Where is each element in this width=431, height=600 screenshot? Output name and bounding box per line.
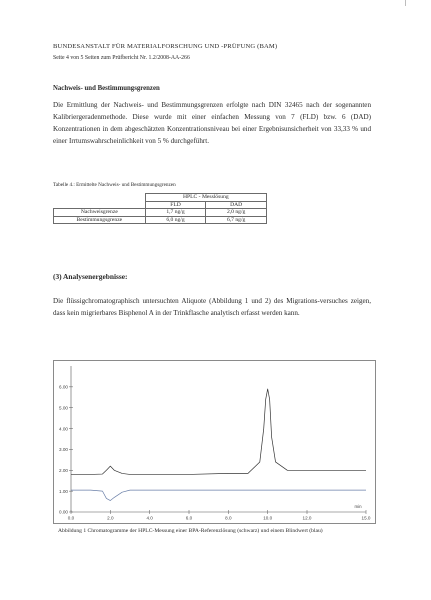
table-row-label: Nachweisgrenze	[54, 209, 146, 217]
y-tick-label: 5.00	[59, 405, 68, 411]
x-tick-label: 4.0	[146, 515, 153, 521]
table-cell: 6,7 ng/g	[206, 216, 267, 224]
header-institution: BUNDESANSTALT FÜR MATERIALFORSCHUNG UND -PRÜFUNG (BAM)	[53, 43, 278, 50]
limits-table	[53, 193, 267, 224]
section-title-limits: Nachweis- und Bestimmungsgrenzen	[53, 85, 160, 92]
y-tick-label: 2.00	[59, 467, 68, 473]
table-cell: 2,0 ng/g	[206, 209, 267, 217]
table-col-header: FLD	[145, 201, 206, 209]
page-edge-mark	[405, 0, 406, 6]
series-line-2	[71, 490, 366, 500]
figure-caption: Abbildung 1 Chromatogramme der HPLC-Messung einer BPA-Referenzlösung (schwarz) und einem Blindwert (blau)	[58, 528, 323, 534]
table-group-header: HPLC - Messlösung	[145, 194, 266, 202]
y-tick-label: 3.00	[59, 447, 68, 453]
header-page-info: Seite 4 von 5 Seiten zum Prüfbericht Nr. 1.2/2008-AA-266	[53, 55, 190, 61]
section-title-results: (3) Analysenergebnisse:	[53, 272, 128, 281]
table-cell: 1,7 ng/g	[145, 209, 206, 217]
chromatogram-chart	[53, 360, 374, 522]
paragraph-results: Die flüssigchromatographisch untersuchten Aliquote (Abbildung 1 und 2) des Migrations-versuches zeigen, dass kein migrierbares Bisphenol A in der Trinkflasche analytisch erfasst werden kann.	[53, 297, 371, 317]
series-line-1	[71, 389, 366, 475]
table-group-row	[54, 194, 267, 202]
table-corner-cell	[54, 201, 146, 209]
table-row	[54, 209, 267, 217]
y-tick-label: 1.00	[59, 488, 68, 494]
y-tick-label: 6.00	[59, 384, 68, 390]
table-header-row	[54, 201, 267, 209]
x-tick-label: 8.0	[225, 515, 232, 521]
table-caption: Tabelle 4.: Ermittelte Nachweis- und Bestimmungsgrenzen	[53, 182, 176, 188]
table-row-label: Bestimmungsgrenze	[54, 216, 146, 224]
x-tick-label: 2.0	[107, 515, 114, 521]
x-axis-label: min	[354, 504, 362, 509]
x-tick-label: 12.0	[302, 515, 312, 521]
table-corner-cell	[54, 194, 146, 202]
y-tick-label: 4.00	[59, 426, 68, 432]
x-tick-label: 15.0	[361, 515, 371, 521]
table-cell: 6,0 ng/g	[145, 216, 206, 224]
x-tick-label: 6.0	[185, 515, 193, 521]
y-tick-label: 0.00	[59, 509, 68, 515]
paragraph-limits: Die Ermittlung der Nachweis- und Bestimmungsgrenzen erfolgte nach DIN 32465 nach der sogenannten Kalibriergeradenmethode. Diese wurde mit einer einfachen Messung von 7 (FLD) bzw. 6 (DAD) Konzentrationen in dem abgeschätzten Konzentrationsniveau bei einer Ergebnisunsicherheit von 33,33 % und einer Irrtumswahrscheinlichkeit von 5 % durchgeführt.	[53, 101, 371, 145]
x-tick-label: 10.0	[263, 515, 273, 521]
table-row	[54, 216, 267, 224]
table-col-header: DAD	[206, 201, 267, 209]
x-tick-label: 0.0	[67, 515, 75, 521]
